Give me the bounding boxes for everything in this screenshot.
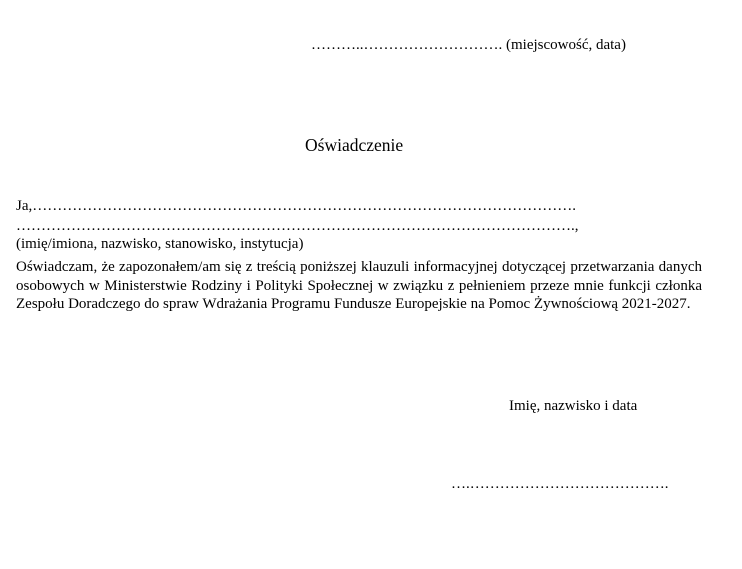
declarant-caption: (imię/imiona, nazwisko, stanowisko, instytucja) — [16, 236, 304, 252]
declarant-continuation-line: …………………………………………………………………………………………………., — [16, 218, 579, 234]
document-title: Oświadczenie — [305, 135, 404, 155]
declarant-name-line: Ja,………………………………………………………………………………………………. — [16, 198, 576, 214]
place-date-line: ………..………………………. (miejscowość, data) — [311, 37, 626, 53]
signature-line: ….…………………………………. — [451, 476, 669, 492]
declaration-paragraph: Oświadczam, że zapozonałem/am się z treścią poniższej klauzuli informacyjnej dotyczącej przetwarzania danych osobowych w Ministerstwie Rodziny i Polityki Społecznej w związku z pełnieniem przeze mnie funkcji członka Zespołu Doradczego do spraw Wdrażania Programu Fundusze Europejskie na Pomoc Żywnościową 2021-2027. — [16, 259, 702, 312]
signature-label: Imię, nazwisko i data — [509, 398, 638, 414]
